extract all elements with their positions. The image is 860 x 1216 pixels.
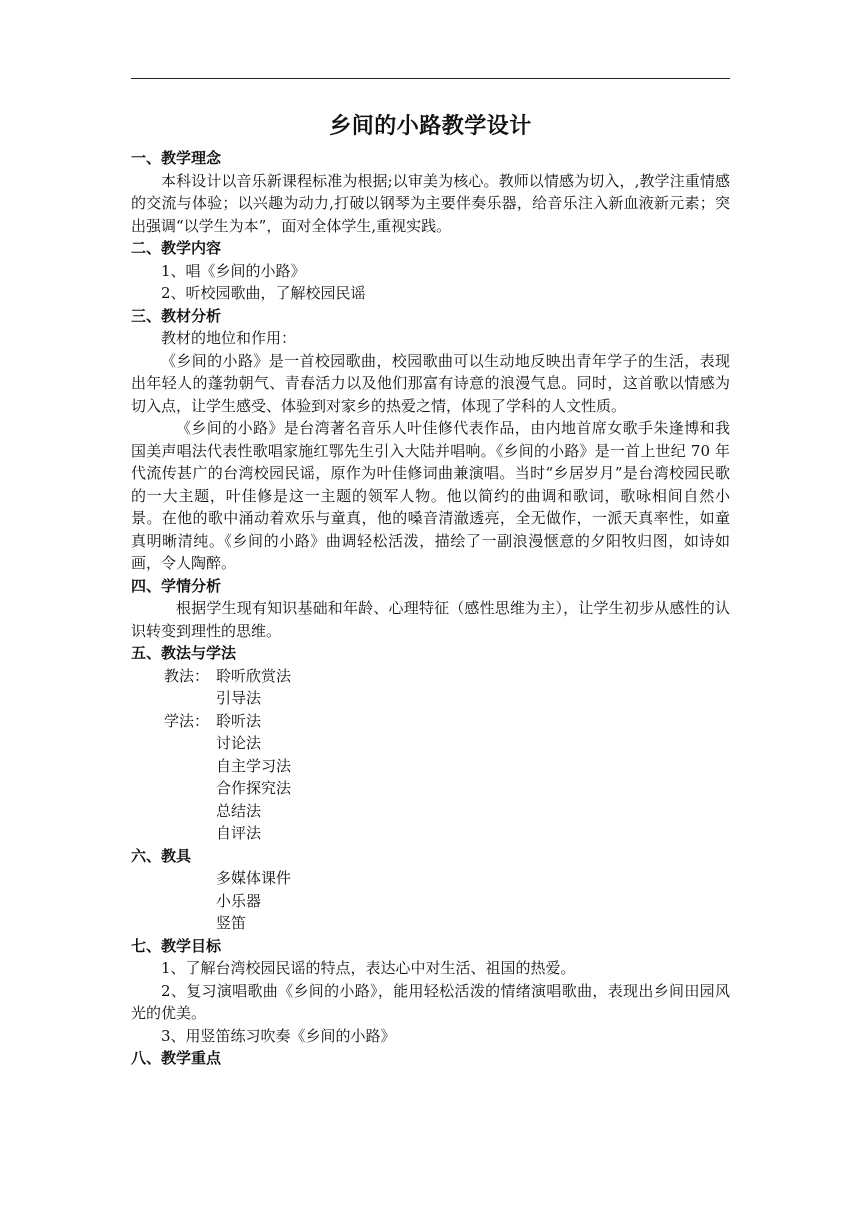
section-heading-content: 二、教学内容 [131, 239, 222, 257]
section-heading-key-points: 八、教学重点 [131, 1049, 222, 1067]
section-heading-philosophy: 一、教学理念 [131, 149, 222, 167]
document-title: 乡间的小路教学设计 [329, 113, 532, 139]
learn-methods-label: 学法： [164, 711, 210, 730]
header-rule [131, 78, 730, 79]
learn-method-item: 自评法 [216, 824, 262, 842]
goal-item: 1、了解台湾校园民谣的特点，表达心中对生活、祖国的热爱。 [161, 959, 576, 977]
students-paragraph: 根据学生现有知识基础和年龄、心理特征（感性思维为主），让学生初步从感性的认识转变到理性的思维。 [131, 599, 730, 640]
philosophy-paragraph: 本科设计以音乐新课程标准为根据;以审美为核心。教师以情感为切入，,教学注重情感的交流与体验；以兴趣为动力,打破以钢琴为主要伴奏乐器，给音乐注入新血液新元素；突出强调“以学生为本”，面对全体学生,重视实践。 [131, 171, 730, 235]
learn-method-item: 自主学习法 [216, 756, 292, 775]
learn-methods-row [131, 710, 730, 733]
document-body [131, 110, 730, 1070]
material-lead: 教材的地位和作用： [161, 329, 297, 347]
section-heading-methods: 五、教法与学法 [131, 644, 237, 662]
tool-item: 小乐器 [216, 891, 262, 910]
content-item: 1、唱《乡间的小路》 [161, 261, 306, 280]
tool-item: 竖笛 [216, 914, 247, 932]
tool-item: 多媒体课件 [216, 869, 292, 887]
material-paragraph-2: 《乡间的小路》是台湾著名音乐人叶佳修代表作品，由内地首席女歌手朱逢博和我国美声唱法代表性歌唱家施红鄂先生引入大陆并唱响。《乡间的小路》是一首上世纪 70 年代流传甚广的台湾校园民谣，原作为叶佳修词曲兼演唱。当时“乡居岁月”是台湾校园民歌的一大主题，叶佳修是这一主题的领军人物。他以简约的曲调和歌词，歌咏相间自然小景。在他的歌中涌动着欢乐与童真，他的嗓音清澈透亮，全无做作，一派天真率性，如童真明晰清纯。《乡间的小路》曲调轻松活泼，描绘了一副浪漫惬意的夕阳牧归图，如诗如画，令人陶醉。 [131, 419, 730, 572]
goal-item: 2、复习演唱歌曲《乡间的小路》，能用轻松活泼的情绪演唱歌曲，表现出乡间田园风光的优美。 [131, 981, 730, 1022]
content-item: 2、听校园歌曲，了解校园民谣 [161, 284, 366, 302]
section-heading-goals: 七、教学目标 [131, 936, 222, 955]
goal-item: 3、用竖笛练习吹奏《乡间的小路》 [161, 1026, 396, 1045]
learn-method-item: 总结法 [216, 801, 262, 820]
teach-method-item: 引导法 [216, 689, 262, 707]
learn-method-item: 聆听法 [216, 711, 262, 730]
teach-methods-label: 教法： [164, 666, 210, 685]
learn-method-item: 讨论法 [216, 734, 262, 752]
section-heading-material: 三、教材分析 [131, 306, 222, 325]
learn-method-item: 合作探究法 [216, 779, 292, 797]
section-heading-students: 四、学情分析 [131, 576, 222, 595]
material-paragraph-1: 《乡间的小路》是一首校园歌曲，校园歌曲可以生动地反映出青年学子的生活，表现出年轻人的蓬勃朝气、青春活力以及他们那富有诗意的浪漫气息。同时，这首歌以情感为切入点，让学生感受、体验到对家乡的热爱之情，体现了学科的人文性质。 [131, 351, 730, 415]
teach-methods-row [131, 665, 730, 688]
section-heading-tools: 六、教具 [131, 846, 192, 865]
teach-method-item: 聆听欣赏法 [216, 666, 292, 685]
